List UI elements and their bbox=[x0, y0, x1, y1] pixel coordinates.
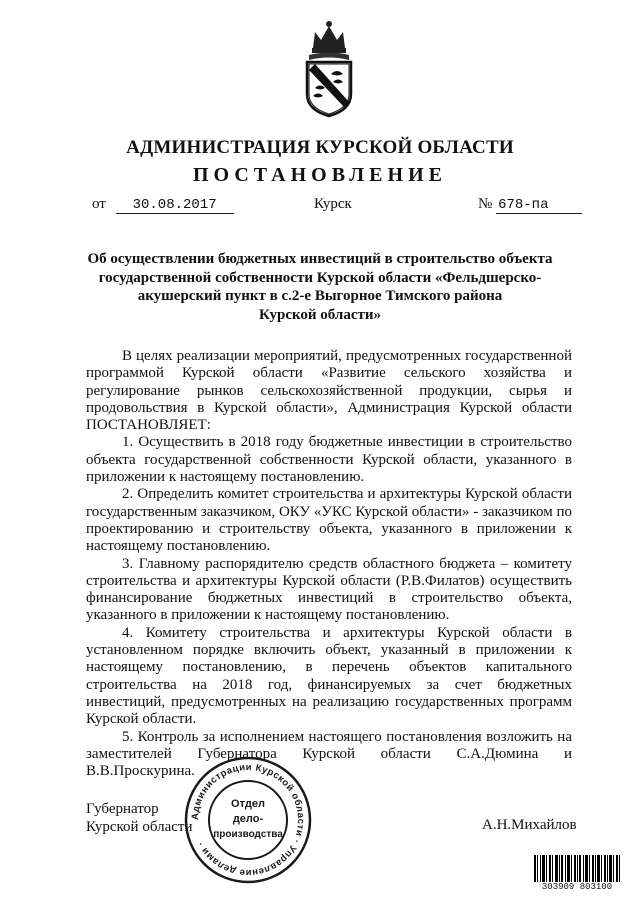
document-title bbox=[60, 250, 580, 324]
stamp-ring-text: Администрации Курской области · Управление делами · bbox=[189, 761, 307, 879]
number-sign: № bbox=[478, 196, 493, 212]
date-prefix-label: от bbox=[92, 196, 106, 212]
title-line: государственной собственности Курской области «Фельдшерско- bbox=[98, 269, 542, 286]
barcode-number: 303909 803100 bbox=[533, 882, 621, 892]
title-line: Курской области» bbox=[258, 306, 382, 323]
agency-title: АДМИНИСТРАЦИЯ КУРСКОЙ ОБЛАСТИ bbox=[126, 137, 514, 158]
stamp-center-line: Отдел bbox=[231, 798, 265, 810]
office-stamp bbox=[183, 755, 313, 885]
body-paragraph: 3. Главному распорядителю средств областного бюджета – комитету строительства и архитектуры Курской области (Р.В.Филатов) осуществить финансирование бюджетных инвестиций в строительство объекта, указанного в приложении к настоящему постановлению. bbox=[86, 555, 572, 624]
document-type: ПОСТАНОВЛЕНИЕ bbox=[193, 164, 447, 186]
number-field bbox=[478, 196, 582, 214]
coat-of-arms-emblem bbox=[299, 18, 359, 118]
date-field bbox=[92, 196, 234, 214]
stamp-center-line: дело- bbox=[232, 813, 264, 825]
signer-position-line: Курской области bbox=[86, 819, 193, 835]
stamp-center-line: производства bbox=[213, 829, 283, 840]
signer-name: А.Н.Михайлов bbox=[482, 817, 577, 833]
document-date: 30.08.2017 bbox=[116, 197, 234, 214]
city-label: Курск bbox=[314, 196, 352, 212]
body-paragraph: 1. Осуществить в 2018 году бюджетные инвестиции в строительство объекта государственной собственности Курской области, указанного в приложении к настоящему постановлению. bbox=[86, 434, 572, 486]
title-line: Об осуществлении бюджетных инвестиций в строительство объекта bbox=[87, 251, 553, 267]
signer-position bbox=[86, 800, 192, 836]
signer-position-line: Губернатор bbox=[86, 801, 159, 817]
document-number: 678-па bbox=[496, 197, 582, 214]
body-paragraph: 2. Определить комитет строительства и архитектуры Курской области государственным заказчиком, ОКУ «УКС Курской области» - заказчиком по проектированию и строительству объекта, указанного в приложении к настоящему постановлению. bbox=[86, 486, 572, 555]
body-paragraph: В целях реализации мероприятий, предусмотренных государственной программой Курской области «Развитие сельского хозяйства и регулирование рынков сельскохозяйственной продукции, сырья и продовольствия в Курской области», Администрация Курской области ПОСТАНОВЛЯЕТ: bbox=[86, 348, 572, 434]
body-paragraph: 4. Комитету строительства и архитектуры Курской области в установленном порядке включить объект, указанный в приложении к настоящему постановлению, в перечень объектов капитального строительства на 2018 год, финансируемых за счет бюджетных инвестиций, предусмотренных на реализацию государственных программ Курской области. bbox=[86, 624, 572, 728]
body-paragraph: 5. Контроль за исполнением настоящего постановления возложить на заместителей Губернатора Курской области С.А.Дюмина и В.В.Проскурина. bbox=[86, 728, 572, 780]
title-line: акушерский пункт в с.2-е Выгорное Тимского района bbox=[137, 288, 503, 304]
document-body bbox=[86, 348, 572, 780]
